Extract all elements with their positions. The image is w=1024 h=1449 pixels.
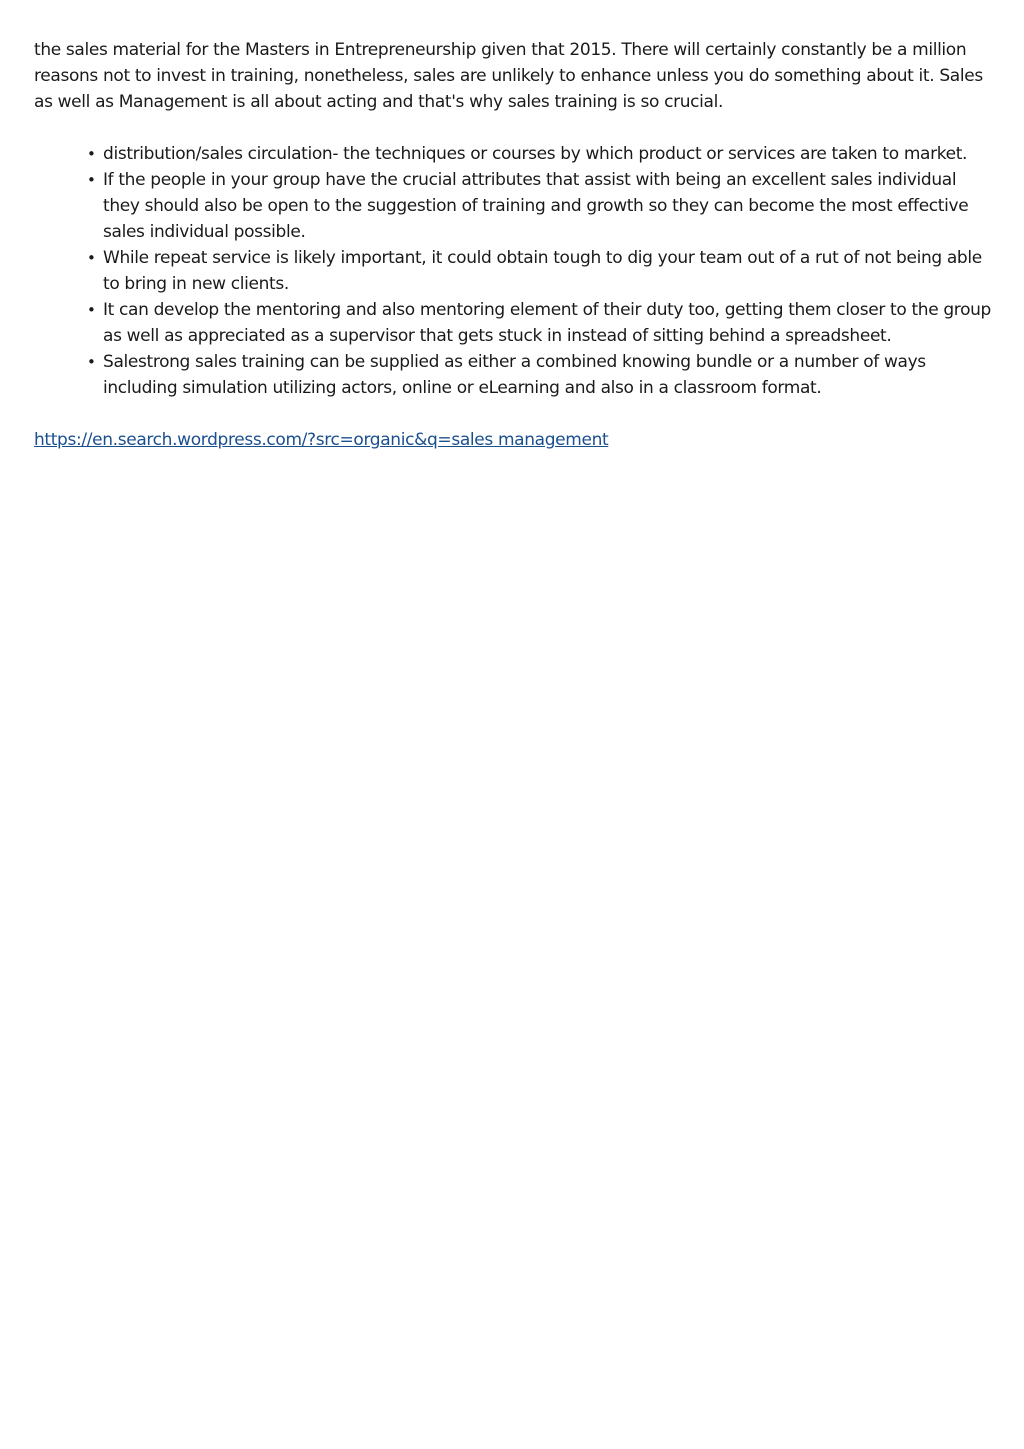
bullet-list bbox=[34, 141, 992, 401]
list-item bbox=[87, 297, 992, 349]
source-link[interactable]: https://en.search.wordpress.com/?src=organic&q=sales management bbox=[34, 430, 609, 450]
list-item-text: While repeat service is likely important, it could obtain tough to dig your team out of a rut of not being able to bring in new clients. bbox=[103, 248, 982, 294]
bullet-icon: • bbox=[87, 249, 96, 267]
document-page bbox=[34, 37, 992, 453]
list-item-text: It can develop the mentoring and also mentoring element of their duty too, getting them closer to the group as well as appreciated as a supervisor that gets stuck in instead of sitting behind a spreadsheet. bbox=[103, 300, 991, 346]
intro-paragraph: the sales material for the Masters in Entrepreneurship given that 2015. There will certainly constantly be a million reasons not to invest in training, nonetheless, sales are unlikely to enhance unless you do something about it. Sales as well as Management is all about acting and that's why sales training is so crucial. bbox=[34, 40, 983, 112]
bullet-icon: • bbox=[87, 171, 96, 189]
bullet-icon: • bbox=[87, 353, 96, 371]
list-item bbox=[87, 167, 992, 245]
list-item-text: distribution/sales circulation- the techniques or courses by which product or services are taken to market. bbox=[103, 144, 968, 164]
list-item bbox=[87, 141, 992, 167]
bullet-icon: • bbox=[87, 301, 96, 319]
bullet-icon: • bbox=[87, 145, 96, 163]
list-item-text: If the people in your group have the crucial attributes that assist with being an excellent sales individual they should also be open to the suggestion of training and growth so they can become the most effective sales individual possible. bbox=[103, 170, 969, 242]
link-paragraph bbox=[34, 427, 992, 453]
list-item bbox=[87, 349, 992, 401]
list-item-text: Salestrong sales training can be supplied as either a combined knowing bundle or a number of ways including simulation utilizing actors, online or eLearning and also in a classroom format. bbox=[103, 352, 926, 398]
list-item bbox=[87, 245, 992, 297]
